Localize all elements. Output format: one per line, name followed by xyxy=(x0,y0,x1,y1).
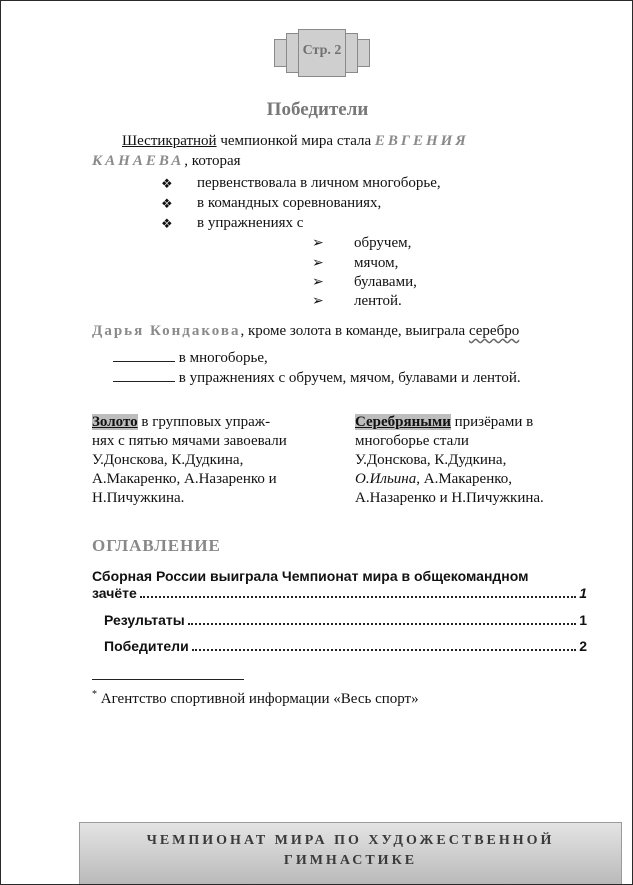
blank-line-row: в упражнениях с обручем, мячом, булавами и лентой. xyxy=(113,367,521,388)
toc-entry-3-text: Победители xyxy=(104,638,189,654)
athlete-name-last: КАНАЕВА xyxy=(92,153,185,169)
page-number-label: Стр. 2 xyxy=(302,43,342,58)
toc-entry-3-page: 2 xyxy=(579,638,587,654)
toc-entry-2-text: Результаты xyxy=(104,612,185,628)
blank-underline xyxy=(113,367,175,382)
toc-entry-3[interactable] xyxy=(104,638,587,654)
toc-entry-1-line1[interactable]: Сборная России выиграла Чемпионат мира в общекомандном xyxy=(92,568,529,584)
bullet-icon: ❖ xyxy=(161,176,173,191)
blank-underline xyxy=(113,347,175,362)
toc-entry-1[interactable] xyxy=(92,585,587,601)
gold-label: Золото xyxy=(92,414,138,430)
bullet-text: первенствовала в личном многоборье, xyxy=(197,175,441,191)
toc-entry-1-page: 1 xyxy=(579,585,587,601)
footnote-separator xyxy=(92,679,244,680)
paragraph1-line2: КАНАЕВА, которая xyxy=(92,153,241,169)
arrow-bullet-icon: ➢ xyxy=(312,275,324,290)
arrow-bullet-icon: ➢ xyxy=(312,294,324,309)
footnote xyxy=(92,685,419,709)
paragraph1-line1: Шестикратной чемпионкой мира стала ЕВГЕНИЯ xyxy=(122,133,469,149)
toc-leader-dots xyxy=(192,639,577,651)
toc-entry-2-page: 1 xyxy=(579,612,587,628)
arrow-item-text: лентой. xyxy=(354,293,402,309)
bullet-item xyxy=(161,174,173,194)
bullet-icon: ❖ xyxy=(161,196,173,211)
bullet-text: в командных соревнованиях, xyxy=(197,195,382,211)
word-serebro: серебро xyxy=(468,323,520,339)
arrow-item-text: булавами, xyxy=(354,274,417,290)
footer-line2: ГИМНАСТИКЕ xyxy=(283,853,418,868)
arrow-bullet-icon: ➢ xyxy=(312,256,324,271)
page-number-banner xyxy=(274,29,370,77)
arrow-item-text: мячом, xyxy=(354,255,399,271)
footnote-text: Агентство спортивной информации «Весь спорт» xyxy=(100,691,419,707)
toc-leader-dots xyxy=(188,613,576,625)
word-shestikratnoy: Шестикратной xyxy=(122,133,217,149)
bullet-item xyxy=(161,214,173,234)
bullet-icon: ❖ xyxy=(161,216,173,231)
right-column: Серебряными призёрами в многоборье стали У.Донскова, К.Дудкина, О.Ильина, А.Макаренко, А.Назаренко и Н.Пичужкина. xyxy=(355,414,544,506)
left-column: Золото в групповых упраж- нях с пятью мячами завоевали У.Донскова, К.Дудкина, А.Макаренко, А.Назаренко и Н.Пичужкина. xyxy=(92,414,287,506)
toc-entry-1-text: зачёте xyxy=(92,585,137,601)
section-heading: Победители xyxy=(266,99,369,120)
bullet-item xyxy=(161,194,173,214)
arrow-bullet-icon: ➢ xyxy=(312,236,324,251)
bullet-text: в упражнениях с xyxy=(197,215,304,231)
page-footer-banner xyxy=(79,822,622,885)
blank-line-row: в многоборье, xyxy=(113,347,268,368)
toc-entry-2[interactable] xyxy=(104,612,587,628)
arrow-item-text: обручем, xyxy=(354,235,412,251)
silver-label: Серебряными xyxy=(355,414,451,430)
paragraph2-line: Дарья Кондакова, кроме золота в команде, выиграла серебро xyxy=(92,323,520,339)
footnote-marker: * xyxy=(92,689,97,700)
athlete-name-kondakova: Дарья Кондакова xyxy=(92,323,241,339)
footer-line1: ЧЕМПИОНАТ МИРА ПО ХУДОЖЕСТВЕННОЙ xyxy=(146,833,555,848)
toc-leader-dots xyxy=(140,586,576,598)
athlete-name-first: ЕВГЕНИЯ xyxy=(374,133,469,149)
toc-title: ОГЛАВЛЕНИЕ xyxy=(92,536,221,555)
